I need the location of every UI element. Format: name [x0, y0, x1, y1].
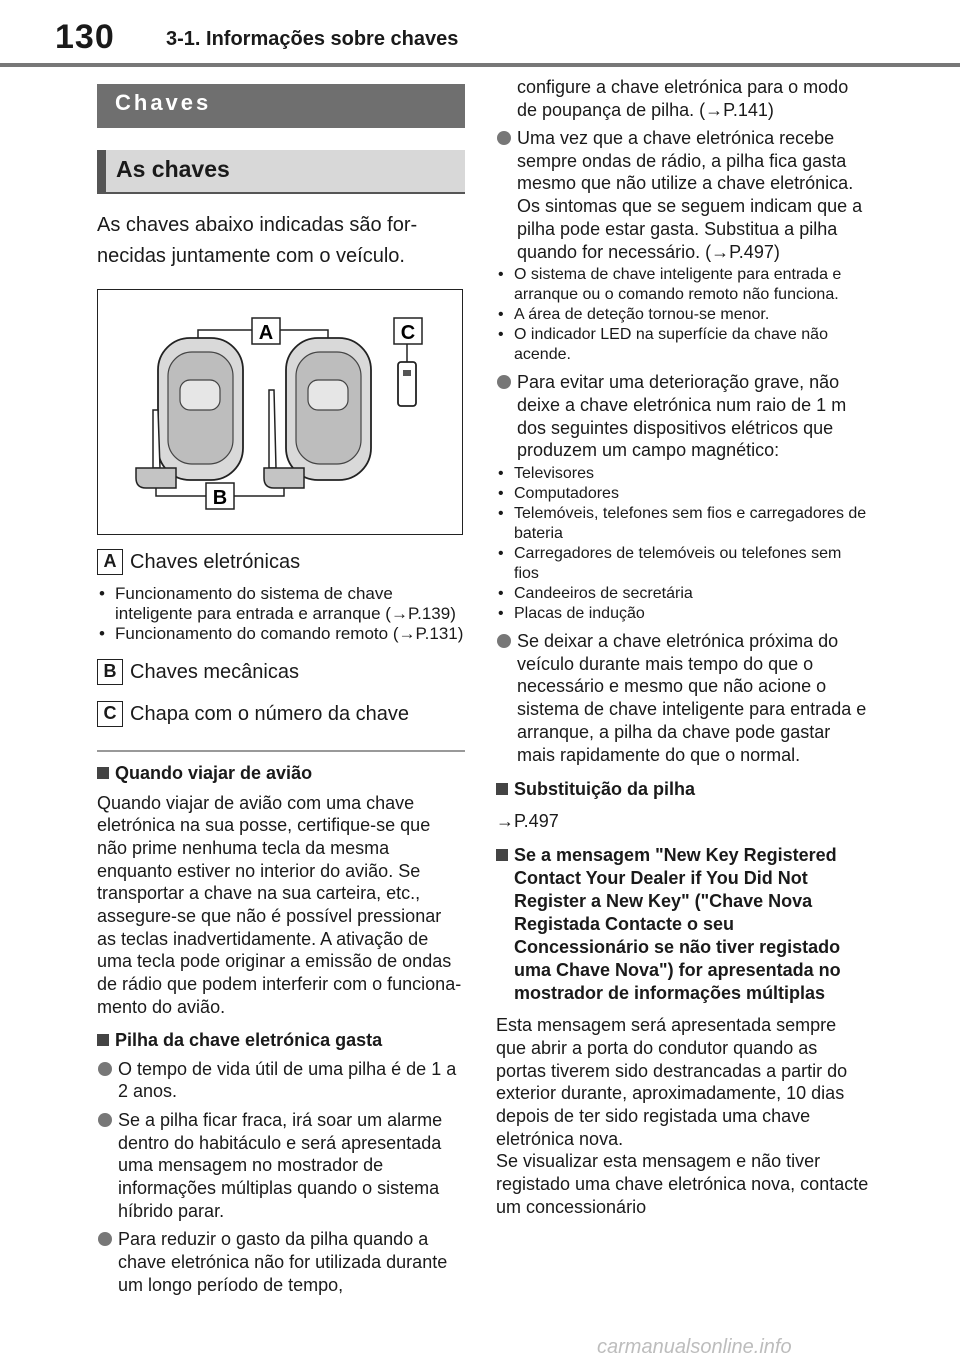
key-near-vehicle-text: Se deixar a chave eletrónica próxima do veículo durante mais tempo do que o necessário e mesmo que não acione o sistema de chave inteligente para entrada e arranque, a pilha da chave pode gastar mais rapidamente do que o normal. [517, 631, 867, 765]
battery-saving-text: Para reduzir o gasto da pilha quando a chave eletrónica não for utilizada durante um longo período de tempo, [118, 1229, 448, 1295]
legend-a-letter: A [97, 549, 123, 575]
list-item: • Funcionamento do comando remoto (→P.131) [97, 624, 465, 644]
smart-key-right-icon [264, 338, 371, 488]
list-item [97, 1058, 465, 1103]
list-item [496, 371, 870, 462]
callout-a [252, 318, 280, 344]
legend-a-text: Chaves eletrónicas [130, 550, 301, 573]
airplane-heading-text: Quando viajar de avião [115, 762, 313, 783]
legend-b-text: Chaves mecânicas [130, 660, 299, 683]
list-item [97, 1228, 465, 1296]
right-column [496, 76, 870, 1219]
new-key-contact-text: Se visualizar esta mensagem e não tiver registado uma chave eletrónica nova, contacte um concessionário [496, 1151, 869, 1217]
chapter-title: Chaves [97, 84, 465, 128]
callout-b-label: B [212, 487, 228, 509]
circle-bullet-icon [497, 131, 511, 145]
devices-list [496, 464, 870, 624]
replacement-page-ref: →P.497 [496, 811, 559, 832]
list-item [496, 630, 870, 766]
legend-a [97, 548, 465, 576]
battery-heading [97, 1029, 465, 1052]
legend-c [97, 700, 465, 728]
intro-text: As chaves abaixo indicadas são fornecidas juntamente com o veículo. [97, 214, 418, 267]
square-bullet-icon [496, 783, 508, 795]
divider [97, 750, 465, 752]
watermark: carmanualsonline.info [597, 1336, 792, 1358]
airplane-text: Quando viajar de avião com uma chave eletrónica na sua posse, certifique-se que não prime nenhuma tecla da mesma enquanto estiver no interior do avião. Se transportar a chave na sua carteira, etc., assegure-se que não é possível pressionar as teclas inadvertidamente. A ativação de uma tecla pode originar a emissão de ondas de rádio que podem interferir com o funcionamento do avião. [97, 792, 462, 1017]
smart-key-left-icon [136, 338, 243, 488]
magnetic-devices-text: Para evitar uma deterioração grave, não deixe a chave eletrónica num raio de 1 m dos seguintes dispositivos elétricos que produzem um campo magnético: [517, 372, 847, 461]
section-subtitle: As chaves [97, 150, 465, 194]
list-item: • Funcionamento do sistema de chave inteligente para entrada e arranque (→P.139) [97, 584, 465, 624]
battery-saving-continued: configure a chave eletrónica para o modo de poupança de pilha. (→P.141) [517, 77, 849, 120]
list-item: • Candeeiros de secretária [496, 584, 870, 604]
list-item: • O indicador LED na superfície da chave não acende. [496, 325, 870, 365]
list-item: • Computadores [496, 484, 870, 504]
battery-life-text: O tempo de vida útil de uma pilha é de 1 a 2 anos. [118, 1058, 457, 1102]
list-item: • Telemóveis, telefones sem fios e carregadores de bateria [496, 504, 870, 544]
list-item: • Placas de indução [496, 604, 870, 624]
list-item: • Televisores [496, 464, 870, 484]
keys-illustration [97, 289, 463, 535]
replacement-heading [496, 778, 870, 801]
header-rule [0, 63, 960, 67]
new-key-message-heading [496, 844, 870, 1005]
airplane-heading [97, 762, 465, 785]
legend-c-letter: C [97, 701, 123, 727]
callout-b [206, 483, 234, 509]
page-number: 130 [55, 18, 115, 56]
left-column [97, 84, 465, 1297]
new-key-message-heading-text: Se a mensagem "New Key Registered Contact Your Dealer if You Did Not Register a New Key" ("Chave Nova Registada Contacte o seu Concessionário se não tiver registado uma Chave Nova") for apresentada no mostrador de informações múltiplas [514, 845, 841, 1004]
list-item: • A área de deteção tornou-se menor. [496, 305, 870, 325]
battery-heading-text: Pilha da chave eletrónica gasta [115, 1029, 383, 1050]
callout-c [394, 318, 422, 344]
radio-waves-text: Uma vez que a chave eletrónica recebe sempre ondas de rádio, a pilha fica gasta mesmo que não utilize a chave eletrónica. Os sintomas que se seguem indicam que a pilha pode estar gasta. Substitua a pilha quando for necessário. (→P.497) [517, 128, 863, 262]
callout-c-label: C [400, 322, 416, 344]
list-item: • Carregadores de telemóveis ou telefones sem fios [496, 544, 870, 584]
circle-bullet-icon [98, 1113, 112, 1127]
legend-b-letter: B [97, 659, 123, 685]
battery-alarm-text: Se a pilha ficar fraca, irá soar um alarme dentro do habitáculo e será apresentada uma mensagem no mostrador de informações múltiplas quando o sistema híbrido parar. [118, 1109, 443, 1221]
new-key-message-text: Esta mensagem será apresentada sempre que abrir a porta do condutor quando as portas tiverem sido destrancadas a partir do exterior durante, aproximadamente, 10 dias depois de ter sido registada uma chave eletrónica nova. [496, 1015, 848, 1149]
keys-drawing [98, 290, 464, 536]
symptoms-list [496, 265, 870, 365]
legend-c-text: Chapa com o número da chave [130, 702, 410, 725]
list-item: • O sistema de chave inteligente para entrada e arranque ou o comando remoto não funciona. [496, 265, 870, 305]
circle-bullet-icon [497, 634, 511, 648]
legend-b [97, 658, 465, 686]
circle-bullet-icon [497, 375, 511, 389]
key-number-plate-icon [398, 362, 416, 406]
circle-bullet-icon [98, 1062, 112, 1076]
square-bullet-icon [97, 767, 109, 779]
list-item [97, 1109, 465, 1223]
list-item [496, 127, 870, 263]
replacement-heading-text: Substituição da pilha [514, 779, 696, 800]
section-title: 3-1. Informações sobre chaves [166, 28, 459, 50]
circle-bullet-icon [98, 1232, 112, 1246]
electronic-key-functions [97, 584, 465, 644]
page-header [0, 0, 960, 70]
square-bullet-icon [496, 849, 508, 861]
callout-a-label: A [258, 322, 274, 344]
square-bullet-icon [97, 1034, 109, 1046]
